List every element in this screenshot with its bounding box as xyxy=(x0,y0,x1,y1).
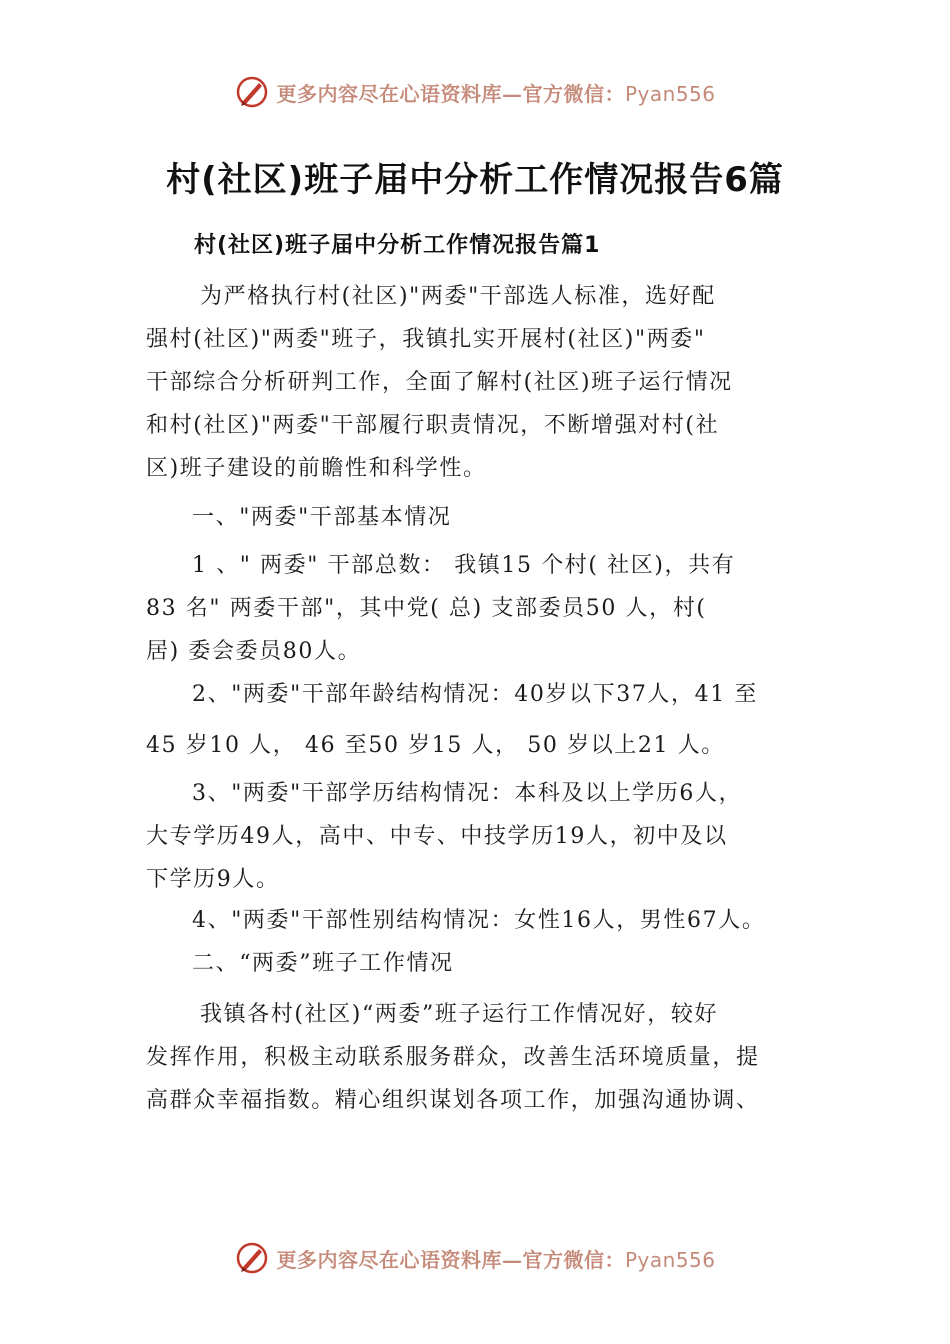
body-line: 3、"两委"干部学历结构情况：本科及以上学历6人， xyxy=(192,781,743,806)
document-title: 村(社区)班子届中分析工作情况报告6篇 xyxy=(166,160,784,200)
body-line: 和村(社区)"两委"干部履行职责情况，不断增强对村(社 xyxy=(146,413,720,438)
body-line: 45 岁10 人， 46 至50 岁15 人， 50 岁以上21 人。 xyxy=(146,733,725,758)
body-line: 大专学历49人，高中、中专、中技学历19人，初中及以 xyxy=(146,824,728,849)
body-line: 2、"两委"干部年龄结构情况：40岁以下37人，41 至 xyxy=(192,682,759,707)
section-heading: 二、“两委”班子工作情况 xyxy=(192,951,454,976)
body-line: 居) 委会委员80人。 xyxy=(146,639,362,664)
section-heading: 一、"两委"干部基本情况 xyxy=(192,505,452,530)
header-watermark xyxy=(0,72,950,112)
watermark-text: 更多内容尽在心语资料库—官方微信：Pyan556 xyxy=(276,81,716,106)
pen-logo-icon xyxy=(234,74,270,110)
body-line: 83 名" 两委干部"，其中党( 总) 支部委员50 人，村( xyxy=(146,596,707,621)
body-line: 干部综合分析研判工作，全面了解村(社区)班子运行情况 xyxy=(146,370,733,395)
pen-logo-icon xyxy=(234,1240,270,1276)
body-line: 下学历9人。 xyxy=(146,867,280,892)
body-line: 高群众幸福指数。精心组织谋划各项工作，加强沟通协调、 xyxy=(146,1088,760,1113)
body-line: 强村(社区)"两委"班子，我镇扎实开展村(社区)"两委" xyxy=(146,327,706,352)
body-line: 我镇各村(社区)“两委”班子运行工作情况好，较好 xyxy=(200,1002,719,1027)
watermark-text: 更多内容尽在心语资料库—官方微信：Pyan556 xyxy=(276,1247,716,1272)
body-line: 1 、" 两委" 干部总数： 我镇15 个村( 社区)，共有 xyxy=(192,553,736,578)
body-line: 为严格执行村(社区)"两委"干部选人标准，选好配 xyxy=(200,284,716,309)
footer-watermark xyxy=(0,1238,950,1278)
section-subtitle: 村(社区)班子届中分析工作情况报告篇1 xyxy=(194,233,601,258)
body-line: 4、"两委"干部性别结构情况：女性16人，男性67人。 xyxy=(192,908,766,933)
body-line: 区)班子建设的前瞻性和科学性。 xyxy=(146,456,487,481)
body-line: 发挥作用，积极主动联系服务群众，改善生活环境质量，提 xyxy=(146,1045,760,1070)
